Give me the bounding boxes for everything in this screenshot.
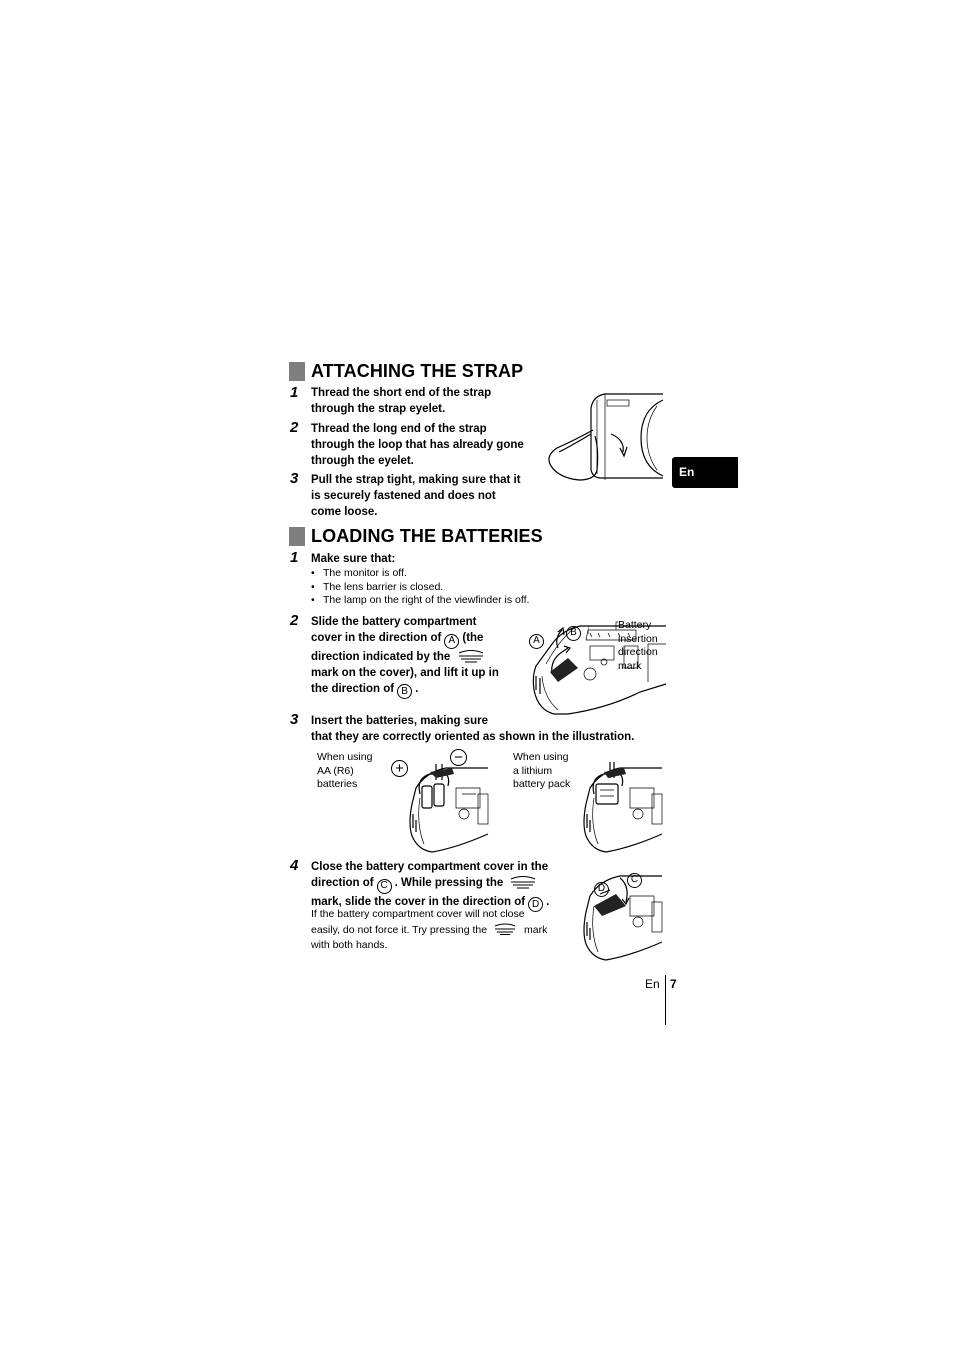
- circled-c-icon: C: [627, 873, 642, 888]
- section-title: LOADING THE BATTERIES: [311, 526, 543, 546]
- circled-b-icon: B: [397, 684, 412, 699]
- step-number: 4: [290, 857, 299, 874]
- caption-line: insertion: [618, 632, 658, 645]
- step-line: Thread the long end of the strap: [311, 423, 487, 435]
- step-line: through the loop that has already gone: [311, 439, 524, 451]
- step-number: 2: [290, 419, 299, 436]
- note-line-part: mark: [523, 923, 548, 936]
- step-line: is securely fastened and does not: [311, 490, 496, 502]
- strap-illustration: [545, 390, 665, 490]
- caption-line: mark: [618, 659, 642, 672]
- step-line-part: . While pressing the: [394, 877, 504, 889]
- circled-d-icon: D: [594, 882, 609, 897]
- step-number: 1: [290, 384, 299, 401]
- step-number: 3: [290, 470, 299, 487]
- battery-cover-close-illustration: [580, 866, 664, 962]
- bullet-item: • The lamp on the right of the viewfinder is off.: [311, 594, 529, 608]
- step-line: through the strap eyelet.: [311, 403, 446, 415]
- step-note: [311, 907, 547, 954]
- caption-line: When using: [513, 751, 569, 763]
- step-line: [311, 630, 499, 649]
- circled-b-icon: B: [566, 626, 581, 641]
- label-b-marker: [566, 620, 581, 641]
- label-c-marker: [627, 867, 642, 888]
- page-number: 7: [670, 977, 677, 991]
- step-text: [311, 614, 499, 699]
- heading-square-icon: [289, 362, 305, 381]
- minus-terminal-icon: −: [450, 749, 467, 766]
- label-d-marker: [594, 876, 609, 897]
- caption-line: a lithium: [513, 764, 553, 777]
- step-line: Insert the batteries, making sure: [311, 715, 489, 727]
- step-line-part: direction indicated by the: [311, 650, 451, 663]
- label-a-marker: [529, 628, 544, 649]
- step-text: [311, 713, 634, 745]
- note-line: with both hands.: [311, 939, 388, 951]
- step-line: that they are correctly oriented as shown in the illustration.: [311, 731, 635, 743]
- step-number: 1: [290, 549, 299, 566]
- step-line-part: .: [415, 682, 419, 695]
- step-line: Slide the battery compartment: [311, 616, 477, 628]
- step-line: [311, 875, 549, 894]
- plus-terminal-icon: +: [391, 760, 408, 777]
- step-line: through the eyelet.: [311, 455, 414, 467]
- bullet-item: • The lens barrier is closed.: [311, 581, 529, 595]
- section-heading-batteries: [289, 526, 543, 547]
- step-line: mark on the cover), and lift it up in: [311, 666, 499, 679]
- step-line: Thread the short end of the strap: [311, 387, 492, 399]
- aa-batteries-illustration: [406, 764, 490, 854]
- step-line-part: direction of: [311, 877, 374, 889]
- caption-line: When using: [317, 751, 373, 763]
- insertion-mark-icon: [494, 923, 516, 935]
- step-text: [311, 472, 521, 520]
- step-text: Make sure that:: [311, 553, 396, 565]
- bullet-list: [311, 567, 529, 608]
- circled-c-icon: C: [377, 879, 392, 894]
- lithium-pack-illustration: [580, 760, 664, 854]
- step-line: Close the battery compartment cover in the: [311, 861, 549, 873]
- step-line: Pull the strap tight, making sure that it: [311, 474, 521, 486]
- caption-line: AA (R6): [317, 764, 354, 777]
- battery-mark-caption: [618, 619, 658, 673]
- insertion-mark-icon: [510, 875, 536, 889]
- footer-language: En: [645, 977, 660, 991]
- language-tab: [672, 457, 738, 488]
- callout-line: [588, 622, 620, 636]
- step-number: 2: [290, 612, 299, 629]
- step-line-part: .: [546, 895, 550, 908]
- language-tab-label: En: [679, 465, 695, 479]
- insertion-mark-icon: [458, 649, 484, 663]
- step-number: 3: [290, 711, 299, 728]
- caption-line: battery pack: [513, 778, 571, 790]
- note-line: [311, 923, 547, 939]
- caption-line: direction: [618, 646, 658, 658]
- step-text: [311, 859, 549, 912]
- caption-line: Battery: [618, 619, 652, 631]
- step-line: come loose.: [311, 506, 378, 518]
- step-text: [311, 385, 491, 417]
- step-line-part: mark, slide the cover in the direction of: [311, 895, 526, 908]
- lithium-pack-caption: [513, 751, 570, 792]
- circled-a-icon: A: [444, 634, 459, 649]
- step-text: [311, 421, 524, 469]
- section-heading-strap: [289, 361, 523, 382]
- caption-line: batteries: [317, 778, 358, 790]
- step-line: [311, 649, 499, 665]
- step-line-part: cover in the direction of: [311, 632, 442, 644]
- note-line-part: easily, do not force it. Try pressing the: [311, 923, 488, 936]
- step-line-part: the direction of: [311, 682, 395, 695]
- bullet-item: • The monitor is off.: [311, 567, 529, 581]
- circled-d-icon: D: [528, 897, 543, 912]
- footer-rule: [665, 975, 666, 1025]
- circled-a-icon: A: [529, 634, 544, 649]
- step-line-part: (the: [462, 632, 484, 644]
- heading-square-icon: [289, 527, 305, 546]
- section-title: ATTACHING THE STRAP: [311, 361, 524, 381]
- step-line: [311, 681, 499, 700]
- note-line: If the battery compartment cover will not close: [311, 908, 525, 920]
- aa-batteries-caption: [317, 751, 372, 792]
